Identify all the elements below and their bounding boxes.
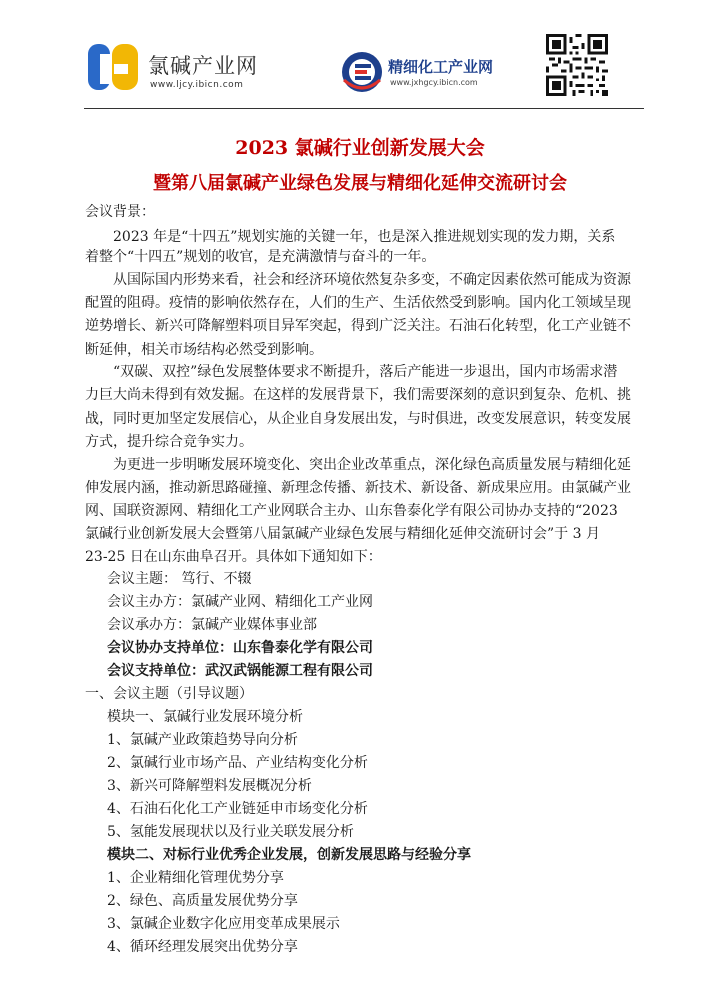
body-line: 氯碱行业创新发展大会暨第八届氯碱产业绿色发展与精细化延伸交流研讨会”于 3 月	[85, 526, 600, 542]
body-line: 23-25 日在山东曲阜召开。具体如下通知如下：	[85, 549, 382, 565]
body-line: 网、国联资源网、精细化工产业网联合主办、山东鲁泰化学有限公司协办支持的“2023	[85, 503, 618, 519]
logo1-url: www.ljcy.ibicn.com	[150, 80, 244, 90]
document-subtitle: 暨第八届氯碱产业绿色发展与精细化延伸交流研讨会	[153, 173, 567, 194]
meeting-theme: 会议主题： 笃行、不辍	[107, 571, 252, 587]
section-heading-topics: 一、会议主题（引导议题）	[85, 686, 253, 702]
list-item: 2、氯碱行业市场产品、产业结构变化分析	[107, 755, 368, 771]
body-line: 战，同时更加坚定发展信心，从企业自身发展出发，与时俱进，改变发展意识，转变发展	[85, 411, 631, 427]
body-line: 2023 年是“十四五”规划实施的关键一年，也是深入推进规划实现的发力期，关系	[113, 229, 616, 245]
logo2-name: 精细化工产业网	[388, 58, 494, 76]
list-item: 2、绿色、高质量发展优势分享	[107, 893, 298, 909]
jxhgcy-logo-icon	[340, 50, 384, 94]
body-line: 配置的阻碍。疫情的影响依然存在，人们的生产、生活依然受到影响。国内化工领域呈现	[85, 295, 631, 311]
list-item: 3、新兴可降解塑料发展概况分析	[107, 778, 312, 794]
body-line: 断延伸，相关市场结构必然受到影响。	[85, 342, 323, 358]
body-line: 方式，提升综合竞争实力。	[85, 434, 253, 450]
fine-chem-logo	[340, 48, 540, 96]
list-item: 1、氯碱产业政策趋势导向分析	[107, 732, 298, 748]
list-item: 4、循环经理发展突出优势分享	[107, 939, 298, 955]
body-line: 着整个“十四五”规划的收官，是充满激情与奋斗的一年。	[85, 249, 436, 265]
body-line: 从国际国内形势来看，社会和经济环境依然复杂多变，不确定因素依然可能成为资源	[113, 272, 631, 288]
list-item: 1、企业精细化管理优势分享	[107, 870, 284, 886]
chlor-alkali-logo	[86, 40, 296, 96]
list-item: 4、石油石化化工产业链延申市场变化分析	[107, 801, 368, 817]
meeting-co-sponsor: 会议协办支持单位：山东鲁泰化学有限公司	[107, 640, 373, 656]
letterhead	[0, 0, 720, 112]
logo2-url: www.jxhgcy.ibicn.com	[390, 78, 478, 87]
body-line: 伸发展内涵，推动新思路碰撞、新理念传播、新技术、新设备、新成果应用。由氯碱产业	[85, 480, 631, 496]
meeting-organizer: 会议主办方：氯碱产业网、精细化工产业网	[107, 594, 373, 610]
ljcy-logo-icon	[86, 40, 144, 96]
module-heading: 模块一、氯碱行业发展环境分析	[107, 709, 303, 725]
qr-code-icon	[546, 34, 608, 96]
meeting-host: 会议承办方：氯碱产业媒体事业部	[107, 617, 317, 633]
list-item: 5、氢能发展现状以及行业关联发展分析	[107, 824, 354, 840]
list-item: 3、氯碱企业数字化应用变革成果展示	[107, 916, 340, 932]
body-line: “双碳、双控”绿色发展整体要求不断提升，落后产能进一步退出，国内市场需求潜	[113, 364, 618, 380]
header-divider	[84, 108, 644, 109]
logo1-name: 氯碱产业网	[148, 54, 258, 78]
meeting-supporter: 会议支持单位：武汉武锅能源工程有限公司	[107, 663, 373, 679]
body-line: 逆势增长、新兴可降解塑料项目异军突起，得到广泛关注。石油石化转型，化工产业链不	[85, 318, 631, 334]
body-line: 力巨大尚未得到有效发掘。在这样的发展背景下，我们需要深刻的意识到复杂、危机、挑	[85, 387, 631, 403]
document-title: 2023 氯碱行业创新发展大会	[235, 137, 485, 159]
module-heading: 模块二、对标行业优秀企业发展，创新发展思路与经验分享	[107, 847, 471, 863]
body-line: 为更进一步明晰发展环境变化、突出企业改革重点，深化绿色高质量发展与精细化延	[113, 457, 631, 473]
section-heading-background: 会议背景：	[85, 204, 155, 220]
